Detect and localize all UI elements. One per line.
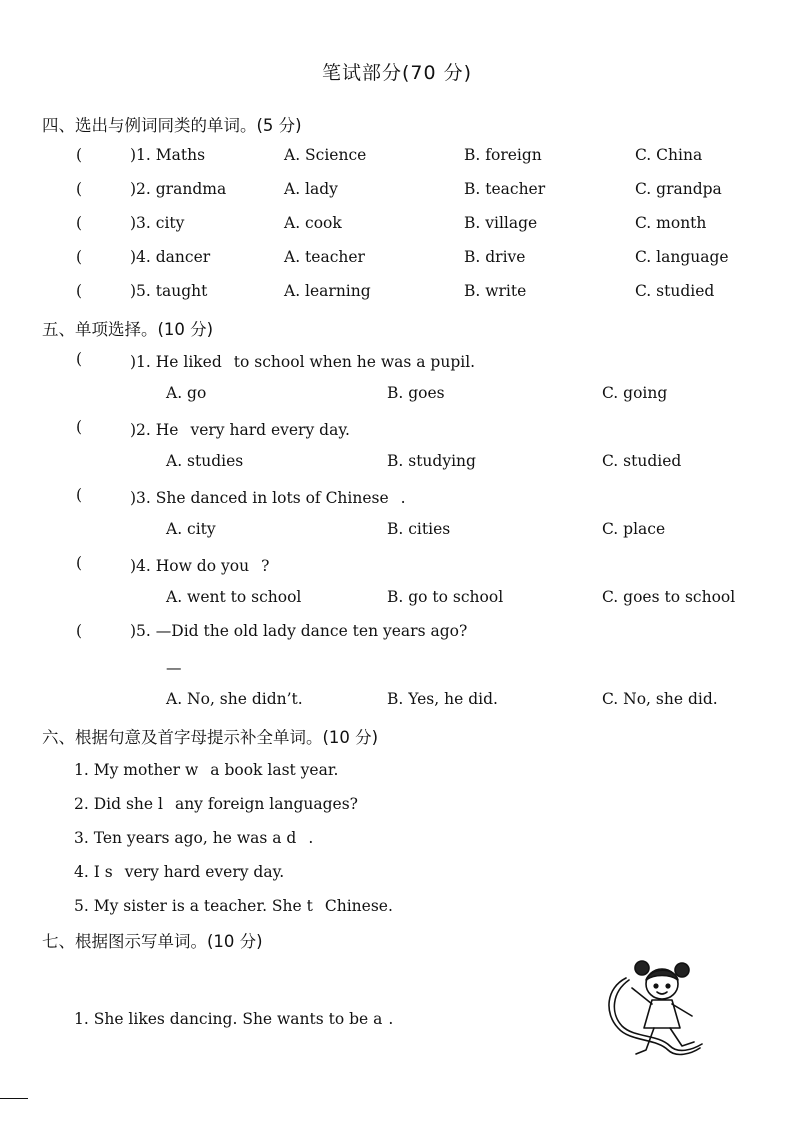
sentence-end: . [388,1010,394,1028]
option-a: A. No, she didn’t. [166,690,303,708]
answer-paren: ( [76,180,83,198]
question-text: )4. How do you [130,557,250,575]
sentence-end: very hard every day. [124,863,285,881]
option-b: B. goes [387,384,445,402]
question-tail: ? [261,557,270,575]
question-text: )3. She danced in lots of Chinese [130,489,389,507]
answer-paren: ( [76,418,83,436]
option-a: A. learning [284,282,371,300]
option-c: C. grandpa [635,180,722,198]
answer-paren: ( [76,214,83,232]
option-c: C. goes to school [602,588,736,606]
reply-dash: — [166,659,182,677]
question-text: )1. He liked [130,353,222,371]
option-b: B. drive [464,248,526,266]
section-5-heading: 五、单项选择。(10 分) [42,320,214,339]
option-b: B. go to school [387,588,504,606]
answer-paren: ( [76,282,83,300]
option-b: B. studying [387,452,476,470]
sec6-item-5 [74,894,393,918]
sec6-item-1 [74,758,338,782]
section-4-heading: 四、选出与例词同类的单词。(5 分) [42,116,302,135]
option-a: A. went to school [166,588,302,606]
sentence-start: 1. My mother w [74,761,199,779]
option-a: A. city [166,520,216,538]
option-c: C. studied [602,452,682,470]
answer-paren: ( [76,146,83,164]
sentence-start: 4. I s [74,863,113,881]
answer-paren: ( [76,554,83,572]
question-text: )4. dancer [130,248,211,266]
option-c: C. No, she did. [602,690,718,708]
sentence-start: 3. Ten years ago, he was a d [74,829,297,847]
answer-paren: ( [76,486,83,504]
option-c: C. language [635,248,729,266]
page-title: 笔试部分(70 分) [321,62,473,84]
question-text: )1. Maths [130,146,206,164]
option-a: A. Science [284,146,367,164]
option-a: A. teacher [284,248,365,266]
answer-paren: ( [76,350,83,368]
sec6-item-2 [74,792,358,816]
sentence-end: Chinese. [324,897,393,915]
page-corner-mark [0,1098,28,1099]
sec6-item-4 [74,860,284,884]
sentence-end: any foreign languages? [174,795,358,813]
question-text: )3. city [130,214,185,232]
question-text: )5. —Did the old lady dance ten years ago? [130,622,468,640]
option-a: A. lady [284,180,338,198]
option-b: B. write [464,282,527,300]
section-7-heading: 七、根据图示写单词。(10 分) [42,932,263,951]
option-c: C. studied [635,282,715,300]
dancing-girl-illustration [596,958,726,1068]
option-b: B. village [464,214,538,232]
option-b: B. foreign [464,146,542,164]
question-tail: very hard every day. [190,421,350,439]
option-a: A. cook [284,214,342,232]
option-b: B. Yes, he did. [387,690,498,708]
option-b: B. teacher [464,180,546,198]
option-c: C. place [602,520,666,538]
option-a: A. go [166,384,207,402]
option-c: C. month [635,214,707,232]
sec6-item-3 [74,826,313,850]
section-6-heading: 六、根据句意及首字母提示补全单词。(10 分) [42,728,379,747]
answer-paren: ( [76,248,83,266]
sentence-start: 1. She likes dancing. She wants to be a [74,1010,383,1028]
answer-paren: ( [76,622,83,640]
sentence-start: 5. My sister is a teacher. She t [74,897,313,915]
question-text: )2. He [130,421,179,439]
question-tail: . [400,489,406,507]
sec7-item-1 [74,1007,393,1031]
question-tail: to school when he was a pupil. [233,353,476,371]
sentence-end: . [308,829,314,847]
sentence-end: a book last year. [210,761,339,779]
option-c: C. going [602,384,668,402]
option-c: C. China [635,146,703,164]
option-b: B. cities [387,520,451,538]
question-text: )5. taught [130,282,208,300]
question-text: )2. grandma [130,180,227,198]
sentence-start: 2. Did she l [74,795,163,813]
option-a: A. studies [166,452,244,470]
